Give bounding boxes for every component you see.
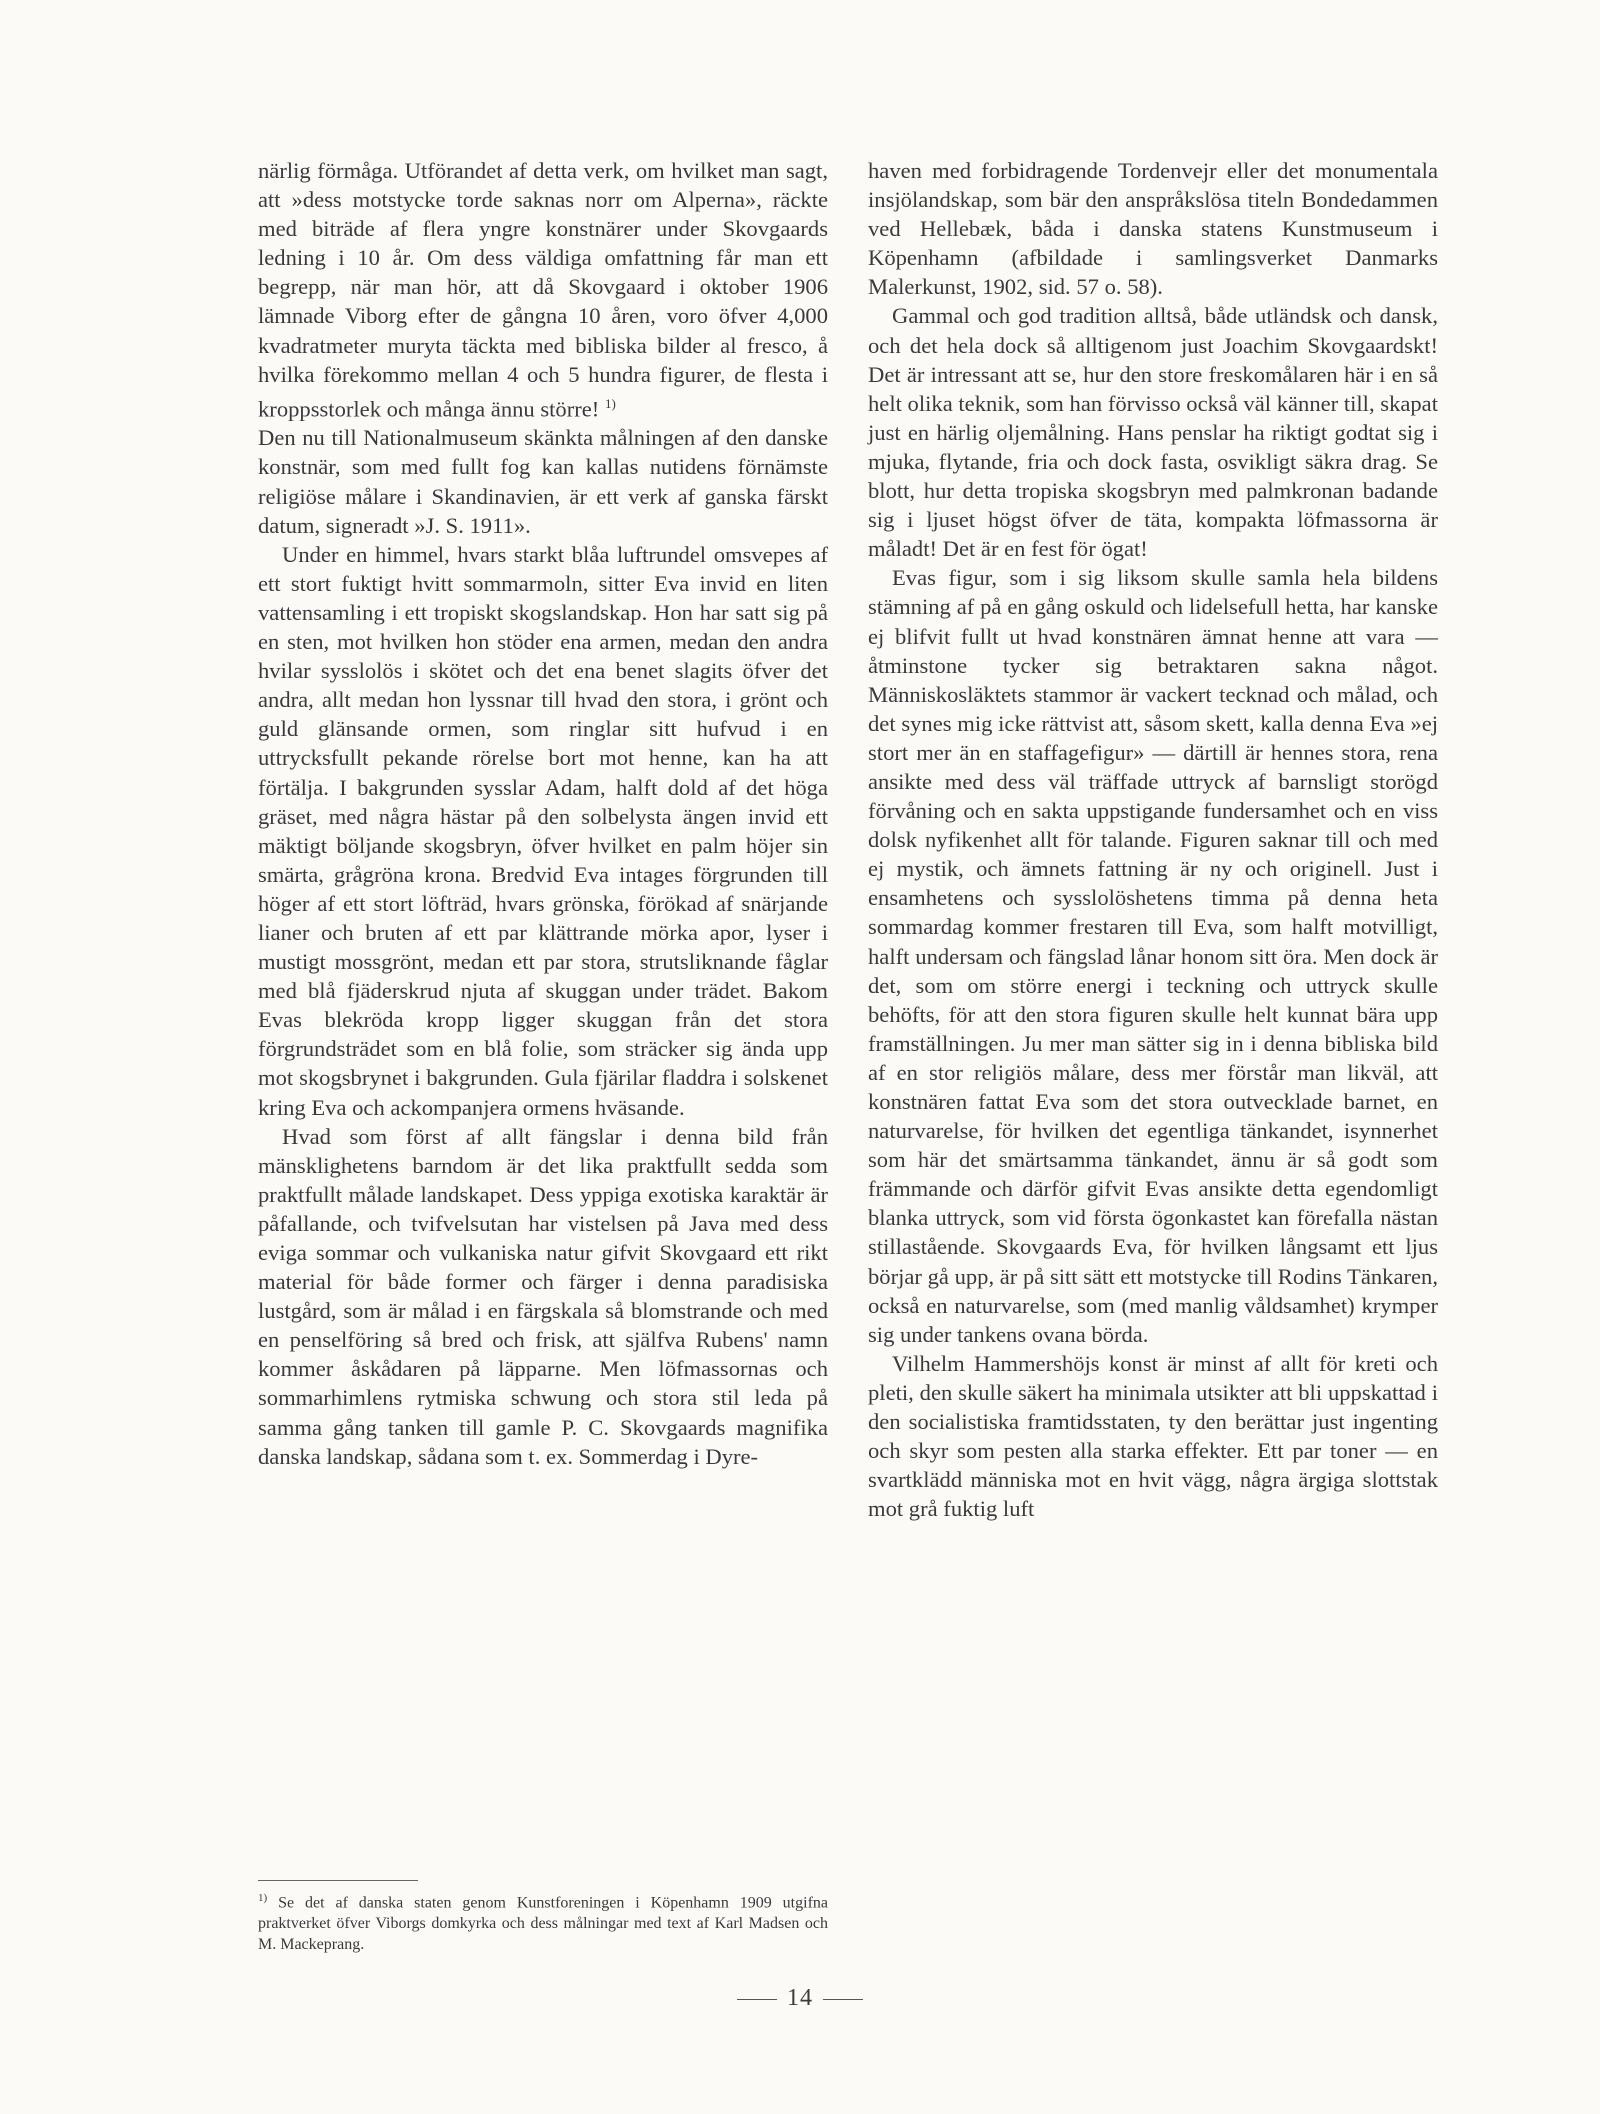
footnote-reference: 1) — [604, 395, 616, 411]
paragraph: Evas figur, som i sig liksom skulle samla hela bildens stämning af på en gång oskuld och lidelsefull hetta, har kanske ej blifvit fullt ut hvad konstnären ämnat henne att vara — åtminstone tycker sig betraktaren sakna något. Människosläktets stammor är vackert tecknad och målad, och det synes mig icke rättvist att, såsom skett, kalla denna Eva »ej stort mer än en staffagefigur» — därtill är hennes stora, rena ansikte med dess väl träffade uttryck af barnsligt storögd förvåning och en sakta uppstigande fundersamhet och en viss dolsk nyfikenhet allt för talande. Figuren saknar till och med ej mystik, och ämnets fattning är ny och originell. Just i ensamhetens och sysslolöshetens timma på denna heta sommardag kommer frestaren till Eva, som halft motvilligt, halft undersam och fängslad lånar honom sitt öra. Men dock är det, som om större energi i teckning och uttryck skulle behöfts, för att den stora figuren skulle helt kunnat bära upp framställningen. Ju mer man sätter sig in i denna bibliska bild af en stor religiös målare, dess mer förstår man likväl, att konstnären fattat Eva som det stora outvecklade barnet, en naturvarelse, för hvilken det egentliga tänkandet, isynnerhet som här det smärtsamma tänkandet, ännu är så godt som främmande och därför gifvit Evas ansikte detta egendomligt blanka uttryck, som vid första ögonkastet kan förefalla nästan stillastående. Skovgaards Eva, för hvilken långsamt ett ljus börjar gå upp, är på sitt sätt ett motstycke till Rodins Tänkaren, också en naturvarelse, som (med manlig våldsamhet) krymper sig under tankens ovana börda. — [868, 565, 1438, 1347]
footnote — [258, 1888, 828, 1955]
paragraph: haven med forbidragende Tordenvejr eller det monumentala insjölandskap, som bär den anspråkslösa titeln Bondedammen ved Hellebæk, båda i danska statens Kunstmuseum i Köpenhamn (afbildade i samlingsverket Danmarks Malerkunst, 1902, sid. 57 o. 58). — [868, 158, 1438, 300]
page-number-text: 14 — [787, 1985, 813, 2011]
paragraph: Den nu till Nationalmuseum skänkta målningen af den danske konstnär, som med fullt fog kan kallas nutidens förnämste religiöse målare i Skandinavien, är ett verk af ganska färskt datum, signeradt »J. S. 1911». — [258, 425, 828, 538]
folio-dash-right — [823, 1999, 863, 2000]
footnote-mark: 1) — [258, 1892, 268, 1904]
page-number — [0, 1985, 1600, 2012]
text-column-left — [258, 156, 828, 1471]
folio-dash-left — [737, 1999, 777, 2000]
paragraph: Under en himmel, hvars starkt blåa luftrundel omsvepes af ett stort fuktigt hvitt sommarmoln, sitter Eva invid en liten vattensamling i ett tropiskt skogslandskap. Hon har satt sig på en sten, mot hvilken hon stöder ena armen, medan den andra hvilar sysslolös i skötet och det ena benet slagits öfver det andra, allt medan hon lyssnar till hvad den stora, i grönt och guld glänsande ormen, som ringlar sitt hufvud i en uttrycksfullt pekande rörelse bort mot henne, kan ha att förtälja. I bakgrunden sysslar Adam, halft dold af det höga gräset, med några hästar på den solbelysta ängen invid ett mäktigt böljande skogsbryn, öfver hvilket en palm höjer sin smärta, grågröna krona. Bredvid Eva intages förgrunden till höger af ett stort löfträd, hvars grönska, förökad af snärjande lianer och bruten af ett par klättrande mörka apor, lyser i mustigt mossgrönt, medan ett par stora, strutsliknande fåglar med blå fjäderskrud njuta af skuggan under trädet. Bakom Evas blekröda kropp ligger skuggan från det stora förgrundsträdet som en blå folie, som sträcker sig ända upp mot skogsbrynet i bakgrunden. Gula fjärilar fladdra i solskenet kring Eva och ackompanjera ormens hväsande. — [258, 541, 828, 1120]
paragraph: Gammal och god tradition alltså, både utländsk och dansk, och det hela dock så alltigenom just Joachim Skovgaardskt! Det är intressant att se, hur den store freskomålaren här i en så helt olika teknik, som han förvisso också väl känner till, skapat just en härlig oljemålning. Hans penslar ha riktigt godtat sig i mjuka, flytande, fria och dock fasta, osvikligt säkra drag. Se blott, hur detta tropiska skogsbryn med palmkronan badande sig i ljuset högst öfver de täta, kompakta löfmassorna är måladt! Det är en fest för ögat! — [868, 303, 1438, 562]
paragraph: närlig förmåga. Utförandet af detta verk, om hvilket man sagt, att »dess motstycke torde saknas norr om Alperna», räckte med biträde af flera yngre konstnärer under Skovgaards ledning i 10 år. Om dess väldiga omfattning får man ett begrepp, när man hör, att då Skovgaard i oktober 1906 lämnade Viborg efter de gångna 10 åren, voro öfver 4,000 kvadratmeter muryta täckta med bibliska bilder al fresco, å hvilka förekommo mellan 4 och 5 hundra figurer, de flesta i kroppsstorlek och många ännu större! $^{1)}$ — [258, 158, 828, 422]
text-column-right — [868, 156, 1438, 1523]
footnote-text: Se det af danska staten genom Kunstforeningen i Köpenhamn 1909 utgifna praktverket öfver Viborgs domkyrka och dess målningar med text af Karl Madsen och M. Mackeprang. — [258, 1894, 829, 1954]
footnote-divider — [258, 1880, 418, 1881]
paragraph: Hvad som först af allt fängslar i denna bild från mänsklighetens barndom är det lika praktfullt sedda som praktfullt målade landskapet. Dess yppiga exotiska karaktär är påfallande, och tvifvelsutan har vistelsen på Java med dess eviga sommar och vulkaniska natur gifvit Skovgaard ett rikt material för både former och färger i denna paradisiska lustgård, som är målad i en färgskala så blomstrande och med en penselföring så bred och frisk, att själfva Rubens' namn kommer åskådaren på läpparne. Men löfmassornas och sommarhimlens rytmiska schwung och stora stil leda på samma gång tanken till gamle P. C. Skovgaards magnifika danska landskap, sådana som t. ex. Sommerdag i Dyre- — [258, 1123, 828, 1469]
paragraph: Vilhelm Hammershöjs konst är minst af allt för kreti och pleti, den skulle säkert ha minimala utsikter att bli uppskattad i den socialistiska framtidsstaten, ty den berättar just ingenting och skyr som pesten alla starka effekter. Ett par toner — en svartklädd människa mot en hvit vägg, några ärgiga slottstak mot grå fuktig luft — [868, 1350, 1438, 1522]
